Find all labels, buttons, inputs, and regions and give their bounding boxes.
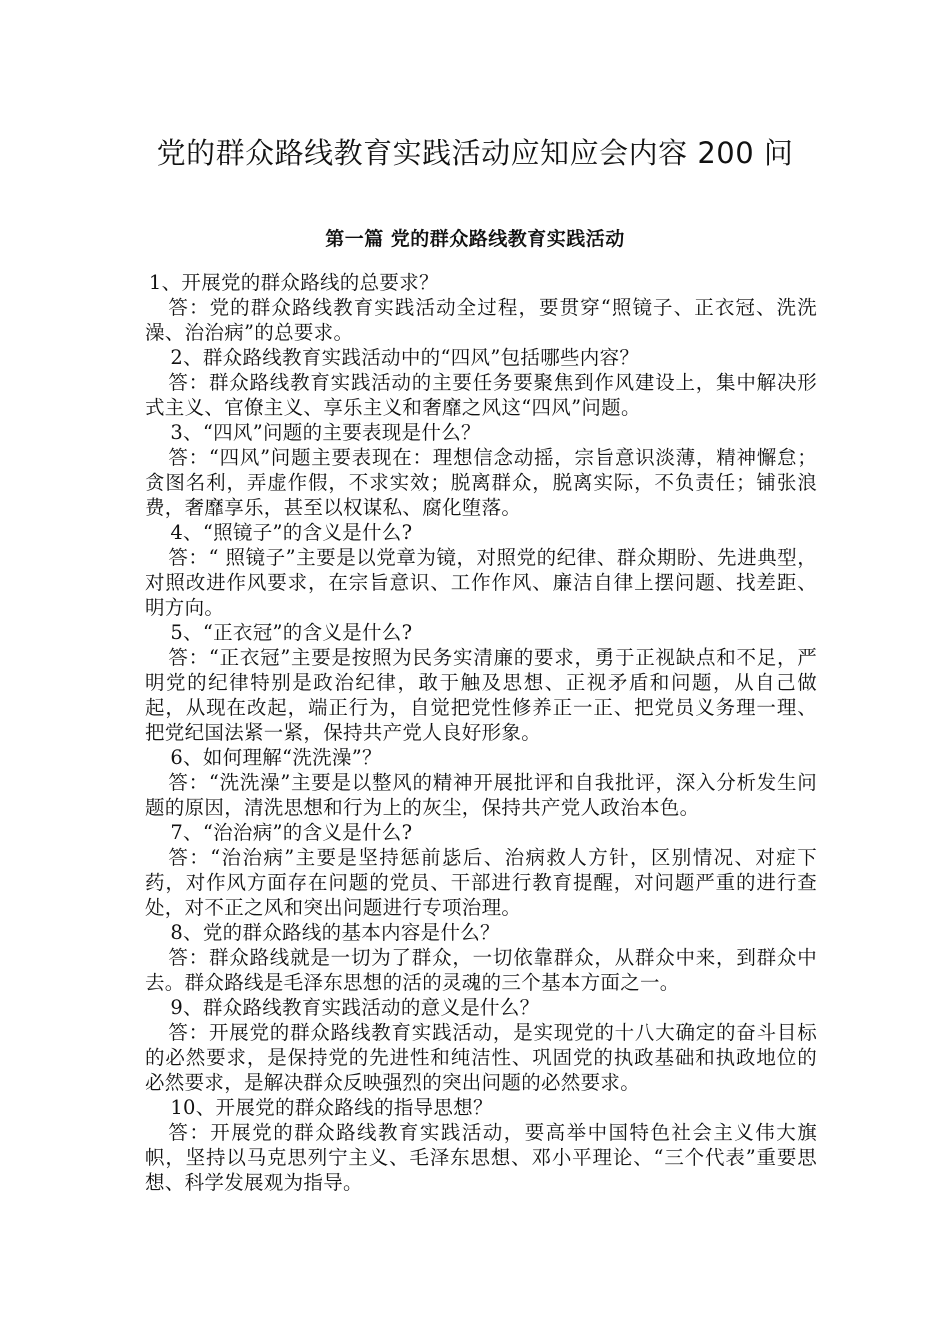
qa-item: [145, 820, 817, 920]
answer-text: 答：“洗洗澡”主要是以整风的精神开展批评和自我批评，深入分析发生问题的原因，清洗思想和行为上的灰尘，保持共产党人政治本色。: [145, 771, 817, 819]
question-text: 10、开展党的群众路线的指导思想？: [170, 1096, 493, 1119]
question-text: 3、“四风”问题的主要表现是什么？: [170, 421, 481, 444]
qa-item: [145, 520, 817, 620]
question-text: 1、开展党的群众路线的总要求？: [148, 271, 439, 294]
answer-text: 答：群众路线教育实践活动的主要任务要聚焦到作风建设上，集中解决形式主义、官僚主义、享乐主义和奢靡之风这“四风”问题。: [145, 371, 817, 419]
qa-item: [145, 345, 817, 420]
qa-item: [145, 745, 817, 820]
question-text: 8、党的群众路线的基本内容是什么？: [170, 921, 500, 944]
qa-item: [145, 620, 817, 745]
qa-item: [145, 1095, 817, 1195]
answer-text: 答：开展党的群众路线教育实践活动，要高举中国特色社会主义伟大旗帜，坚持以马克思列宁主义、毛泽东思想、邓小平理论、“三个代表”重要思想、科学发展观为指导。: [145, 1121, 817, 1194]
answer-text: 答：开展党的群众路线教育实践活动，是实现党的十八大确定的奋斗目标的必然要求，是保持党的先进性和纯洁性、巩固党的执政基础和执政地位的必然要求，是解决群众反映强烈的突出问题的必然要求。: [145, 1021, 817, 1094]
qa-item: [145, 995, 817, 1095]
question-text: 4、“照镜子”的含义是什么?: [170, 521, 413, 544]
answer-text: 答：“正衣冠”主要是按照为民务实清廉的要求，勇于正视缺点和不足，严明党的纪律特别是政治纪律，敢于触及思想、正视矛盾和问题，从自己做起，从现在改起，端正行为，自觉把党性修养正一正、把党员义务理一理、把党纪国法紧一紧，保持共产党人良好形象。: [145, 646, 817, 744]
answer-text: 答：“治治病”主要是坚持惩前毖后、治病救人方针，区别情况、对症下药，对作风方面存在问题的党员、干部进行教育提醒，对问题严重的进行查处，对不正之风和突出问题进行专项治理。: [145, 846, 817, 919]
answer-text: 答：“ 照镜子”主要是以党章为镜，对照党的纪律、群众期盼、先进典型，对照改进作风要求，在宗旨意识、工作作风、廉洁自律上摆问题、找差距、明方向。: [145, 546, 817, 619]
qa-item: [145, 920, 817, 995]
question-text: 5、“正衣冠”的含义是什么?: [170, 621, 413, 644]
qa-item: [145, 420, 817, 520]
answer-text: 答：“四风”问题主要表现在：理想信念动摇，宗旨意识淡薄，精神懈怠；贪图名利，弄虚作假，不求实效；脱离群众，脱离实际，不负责任；铺张浪费，奢靡享乐，甚至以权谋私、腐化堕落。: [145, 446, 817, 519]
qa-list: [145, 270, 817, 1195]
question-text: 9、群众路线教育实践活动的意义是什么？: [170, 996, 540, 1019]
answer-text: 答：群众路线就是一切为了群众，一切依靠群众，从群众中来，到群众中去。群众路线是毛泽东思想的活的灵魂的三个基本方面之一。: [145, 946, 817, 994]
section-heading: 第一篇 党的群众路线教育实践活动: [325, 228, 625, 250]
question-text: 7、“治治病”的含义是什么?: [170, 821, 413, 844]
qa-item: [145, 270, 817, 345]
answer-text: 答：党的群众路线教育实践活动全过程，要贯穿“照镜子、正衣冠、洗洗澡、治治病”的总要求。: [145, 296, 817, 344]
question-text: 2、群众路线教育实践活动中的“四风”包括哪些内容？: [170, 346, 640, 369]
document-title: 党的群众路线教育实践活动应知应会内容 200 问: [156, 136, 794, 170]
question-text: 6、如何理解“洗洗澡”？: [170, 746, 382, 769]
